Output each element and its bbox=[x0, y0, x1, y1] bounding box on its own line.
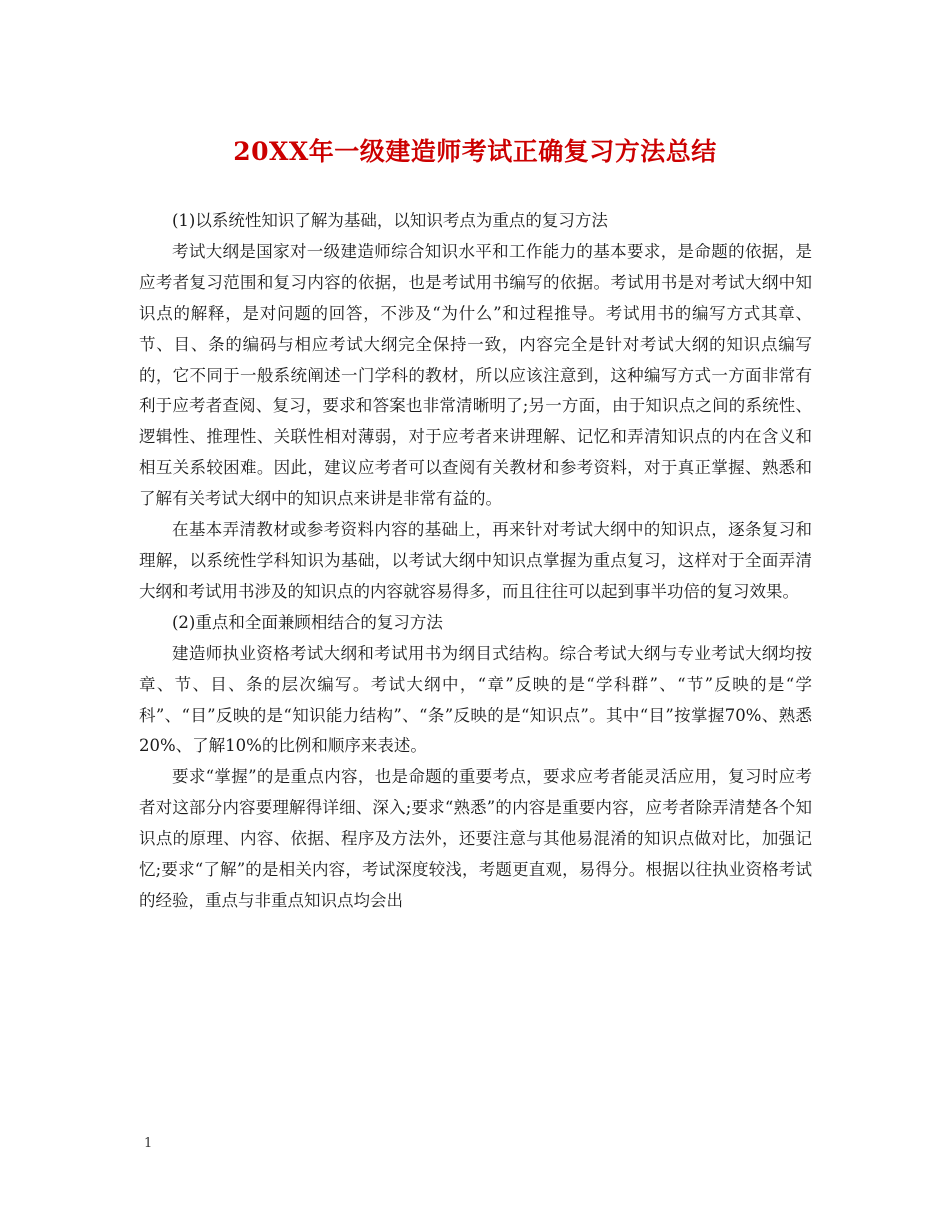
document-title: 20XX年一级建造师考试正确复习方法总结 bbox=[233, 137, 717, 166]
section-heading-1: (1)以系统性知识了解为基础，以知识考点为重点的复习方法 bbox=[172, 211, 608, 230]
section-heading-2: (2)重点和全面兼顾相结合的复习方法 bbox=[172, 612, 443, 632]
paragraph: 要求“掌握”的是重点内容，也是命题的重要考点，要求应考者能灵活应用，复习时应考者对这部分内容要理解得详细、深入;要求“熟悉”的内容是重要内容，应考者除弄清楚各个知识点的原理、内容、依据、程序及方法外，还要注意与其他易混淆的知识点做对比，加强记忆;要求“了解”的是相关内容，考试深度较浅，考题更直观，易得分。根据以往执业资格考试的经验，重点与非重点知识点均会出 bbox=[139, 767, 812, 910]
paragraph: 建造师执业资格考试大纲和考试用书为纲目式结构。综合考试大纲与专业考试大纲均按章、节、目、条的层次编写。考试大纲中，“章”反映的是“学科群”、“节”反映的是“学科”、“目”反映的是“知识能力结构”、“条”反映的是“知识点”。其中“目”按掌握70%、熟悉20%、了解10%的比例和顺序来表述。 bbox=[139, 643, 812, 756]
paragraph: 在基本弄清教材或参考资料内容的基础上，再来针对考试大纲中的知识点，逐条复习和理解，以系统性学科知识为基础，以考试大纲中知识点掌握为重点复习，这样对于全面弄清大纲和考试用书涉及的知识点的内容就容易得多，而且往往可以起到事半功倍的复习效果。 bbox=[139, 520, 812, 601]
paragraph: 考试大纲是国家对一级建造师综合知识水平和工作能力的基本要求，是命题的依据，是应考者复习范围和复习内容的依据，也是考试用书编写的依据。考试用书是对考试大纲中知识点的解释，是对问题的回答，不涉及“为什么”和过程推导。考试用书的编写方式其章、节、目、条的编码与相应考试大纲完全保持一致，内容完全是针对考试大纲的知识点编写的，它不同于一般系统阐述一门学科的教材，所以应该注意到，这种编写方式一方面非常有利于应考者查阅、复习，要求和答案也非常清晰明了;另一方面，由于知识点之间的系统性、逻辑性、推理性、关联性相对薄弱，对于应考者来讲理解、记忆和弄清知识点的内在含义和相互关系较困难。因此，建议应考者可以查阅有关教材和参考资料，对于真正掌握、熟悉和了解有关考试大纲中的知识点来讲是非常有益的。 bbox=[139, 241, 812, 509]
page-number: 1 bbox=[144, 1136, 153, 1151]
document-body bbox=[139, 206, 812, 917]
